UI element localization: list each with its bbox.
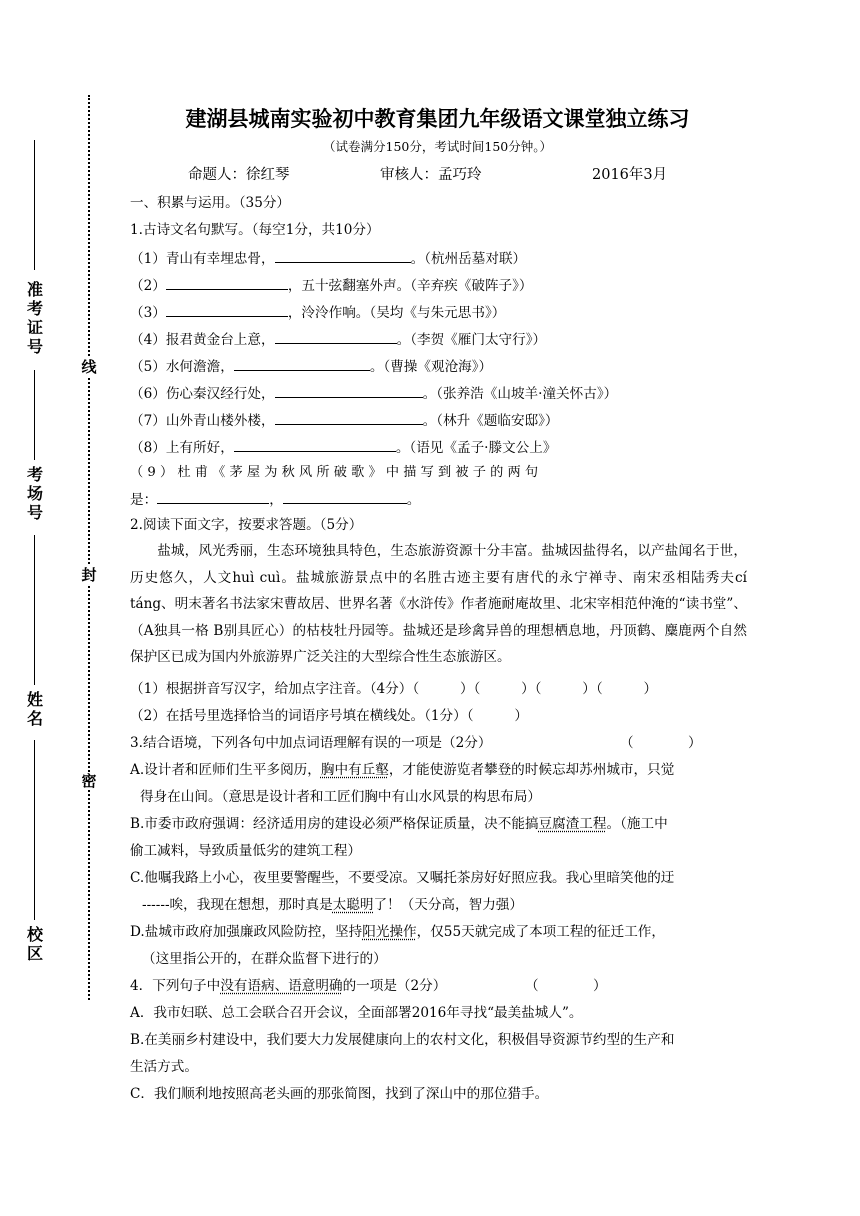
q1-item-3: （3） ，泠泠作响。（吴均《与朱元思书》） <box>130 301 505 323</box>
q4-option-c: C．我们顺利地按照高老头画的那张简图，找到了深山中的那位猎手。 <box>130 1086 549 1102</box>
q1-item-4: （4）报君黄金台上意， 。（李贺《雁门太守行》） <box>130 328 546 350</box>
answer-blank[interactable] <box>275 409 423 425</box>
q1-stem: 1.古诗文名句默写。（每空1分，共10分） <box>130 222 380 238</box>
q3-option-a-line1: A.设计者和匠师们生平多阅历，胸中有丘壑，才能使游览者攀登的时候忘却苏州城市，只觉 <box>130 762 675 778</box>
binding-margin <box>0 0 110 1216</box>
field-room-number[interactable] <box>20 370 50 530</box>
seal-mark-line: 线 <box>81 358 97 376</box>
exam-date: 2016年3月 <box>592 167 668 183</box>
field-label-exam-number: 准考证号 <box>26 280 43 356</box>
q1-item-8: （8）上有所好， 。（语见《孟子·滕文公上》 <box>130 436 556 458</box>
q3-stem: 3.结合语境，下列各句中加点词语理解有误的一项是（2分） <box>130 735 492 751</box>
author: 命题人：徐红琴 <box>188 167 290 183</box>
q1-item-9-line1: （ 9 ） 杜 甫 《 茅 屋 为 秋 风 所 破 歌 》 中 描 写 到 被 子 的 两 句 <box>130 465 539 480</box>
q1-item-2: （2） ，五十弦翻塞外声。（辛弃疾《破阵子》） <box>130 274 533 296</box>
answer-blank[interactable] <box>275 382 423 398</box>
binding-dotted-line <box>88 95 90 1000</box>
q3-option-d-line2: （这里指公开的，在群众监督下进行的） <box>142 951 387 967</box>
q3-option-b-line2: 偷工减料，导致质量低劣的建筑工程） <box>130 843 362 859</box>
answer-blank[interactable] <box>234 355 370 371</box>
q3-answer-paren[interactable]: （ ） <box>620 735 702 751</box>
field-label-name: 姓名 <box>26 690 43 728</box>
field-exam-number[interactable] <box>20 140 50 370</box>
q4-option-a: A．我市妇联、总工会联合召开会议，全面部署2016年寻找“最美盐城人”。 <box>130 1005 583 1021</box>
q1-item-6: （6）伤心秦汉经行处， 。（张养浩《山坡羊·潼关怀古》） <box>130 382 617 404</box>
q1-item-1: （1）青山有幸埋忠骨， 。（杭州岳墓对联） <box>130 247 526 269</box>
seal-mark-seal: 封 <box>81 566 97 584</box>
page-title: 建湖县城南实验初中教育集团九年级语文课堂独立练习 <box>185 107 690 131</box>
page-subtitle: （试卷满分150分，考试时间150分钟。） <box>323 139 552 154</box>
q4-option-b-line2: 生活方式。 <box>130 1059 198 1075</box>
answer-blank[interactable] <box>166 301 288 317</box>
field-label-campus: 校区 <box>26 925 43 963</box>
answer-blank[interactable] <box>234 436 396 452</box>
field-label-room-number: 考场号 <box>26 465 43 522</box>
answer-blank[interactable] <box>283 488 407 504</box>
q1-item-9-line2: 是： ， 。 <box>130 488 420 510</box>
field-name[interactable] <box>20 535 50 735</box>
answer-blank[interactable] <box>157 488 269 504</box>
answer-blank[interactable] <box>166 274 288 290</box>
answer-blank[interactable] <box>275 247 411 263</box>
section-heading: 一、积累与运用。（35分） <box>130 195 291 211</box>
q2-passage: 盐城，风光秀丽，生态环境独具特色，生态旅游资源十分丰富。盐城因盐得名，以产盐闻名于世，历史悠久，人文huì cuì。盐城旅游景点中的名胜古迹主要有唐代的永宁禅寺、南宋丞相陆秀夫cí táng、明末著名书法家宋曹故居、世界名著《水浒传》作者施耐庵故里、北宋宰相范仲淹的“读书堂”、（A独具一格 B别具匠心）的枯枝牡丹园等。盐城还是珍禽异兽的理想栖息地，丹顶鹤、麋鹿两个自然保护区已成为国内外旅游界广泛关注的大型综合性生态旅游区。 <box>130 543 747 665</box>
q3-option-a-line2: 得身在山间。（意思是设计者和工匠们胸中有山水风景的构思布局） <box>140 789 542 805</box>
q3-option-c-line2: ------唉，我现在想想，那时真是太聪明了！（天分高，智力强） <box>142 897 523 913</box>
q3-option-b-line1: B.市委市政府强调：经济适用房的建设必须严格保证质量，决不能搞豆腐渣工程。（施工中 <box>130 816 668 832</box>
q4-option-b-line1: B.在美丽乡村建设中，我们要大力发展健康向上的农村文化，积极倡导资源节约型的生产和 <box>130 1032 675 1048</box>
q3-option-d-line1: D.盐城市政府加强廉政风险防控，坚持阳光操作，仅55天就完成了本项工程的征迁工作， <box>130 924 665 940</box>
answer-blank[interactable] <box>275 328 397 344</box>
q1-item-7: （7）山外青山楼外楼， 。（林升《题临安邸》） <box>130 409 559 431</box>
q2-stem: 2.阅读下面文字，按要求答题。（5分） <box>130 517 363 533</box>
q4-stem: 4．下列句子中没有语病、语意明确的一项是（2分） <box>130 978 447 994</box>
q1-item-5: （5）水何澹澹， 。（曹操《观沧海》） <box>130 355 492 377</box>
reviewer: 审核人：孟巧玲 <box>380 167 482 183</box>
q4-answer-paren[interactable]: （ ） <box>525 978 607 994</box>
q3-option-c-line1: C.他嘱我路上小心，夜里要警醒些，不要受凉。又嘱托茶房好好照应我。我心里暗笑他的迂 <box>130 870 675 886</box>
field-campus[interactable] <box>20 740 50 970</box>
seal-mark-secret: 密 <box>81 772 97 790</box>
q2-sub1: （1）根据拼音写汉字，给加点字注音。（4分）（ ）（ ）（ ）（ ） <box>130 681 658 697</box>
q2-sub2: （2）在括号里选择恰当的词语序号填在横线处。（1分）（ ） <box>130 708 528 724</box>
